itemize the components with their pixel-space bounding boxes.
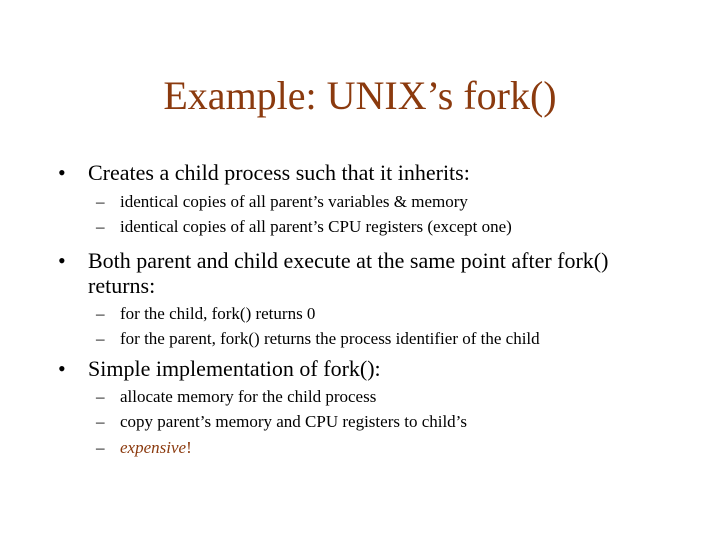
bullet-1	[58, 160, 678, 185]
dash-marker: –	[96, 412, 105, 431]
bullet-1-sub-2-text: identical copies of all parent’s CPU registers (except one)	[120, 217, 512, 236]
bullet-3	[58, 356, 678, 381]
bullet-3-text: Simple implementation of fork():	[88, 356, 381, 381]
dash-marker: –	[96, 304, 105, 323]
dash-marker: –	[96, 217, 105, 236]
bullet-1-text: Creates a child process such that it inherits:	[88, 160, 470, 185]
bullet-1-sub-2	[96, 216, 656, 238]
bullet-3-sub-3	[96, 437, 656, 459]
bullet-2-sub-1	[96, 303, 656, 325]
bullet-2	[58, 248, 678, 298]
slide-title: Example: UNIX’s fork()	[163, 73, 557, 118]
bullet-2-sub-2-text: for the parent, fork() returns the process identifier of the child	[120, 329, 540, 348]
bullet-2-sub-2	[96, 328, 656, 350]
expensive-emphasis: expensive	[120, 438, 187, 457]
dash-marker: –	[96, 387, 105, 406]
bullet-marker: •	[58, 248, 66, 273]
bullet-marker: •	[58, 160, 66, 185]
bullet-1-sub-1	[96, 191, 656, 213]
bullet-marker: •	[58, 356, 66, 381]
bullet-3-sub-2	[96, 411, 656, 433]
bullet-2-sub-1-text: for the child, fork() returns 0	[120, 304, 316, 323]
bullet-3-sub-2-text: copy parent’s memory and CPU registers to child’s	[120, 412, 468, 431]
bullet-3-sub-3-text	[96, 437, 656, 459]
dash-marker: –	[96, 192, 105, 211]
dash-marker: –	[96, 329, 105, 348]
bullet-2-text: Both parent and child execute at the same point after fork() returns:	[88, 248, 609, 298]
bullet-1-sub-1-text: identical copies of all parent’s variables & memory	[120, 192, 468, 211]
bullet-3-sub-1	[96, 386, 656, 408]
expensive-exclamation: !	[186, 438, 192, 457]
bullet-3-sub-1-text: allocate memory for the child process	[120, 387, 377, 406]
dash-marker: –	[96, 438, 105, 457]
